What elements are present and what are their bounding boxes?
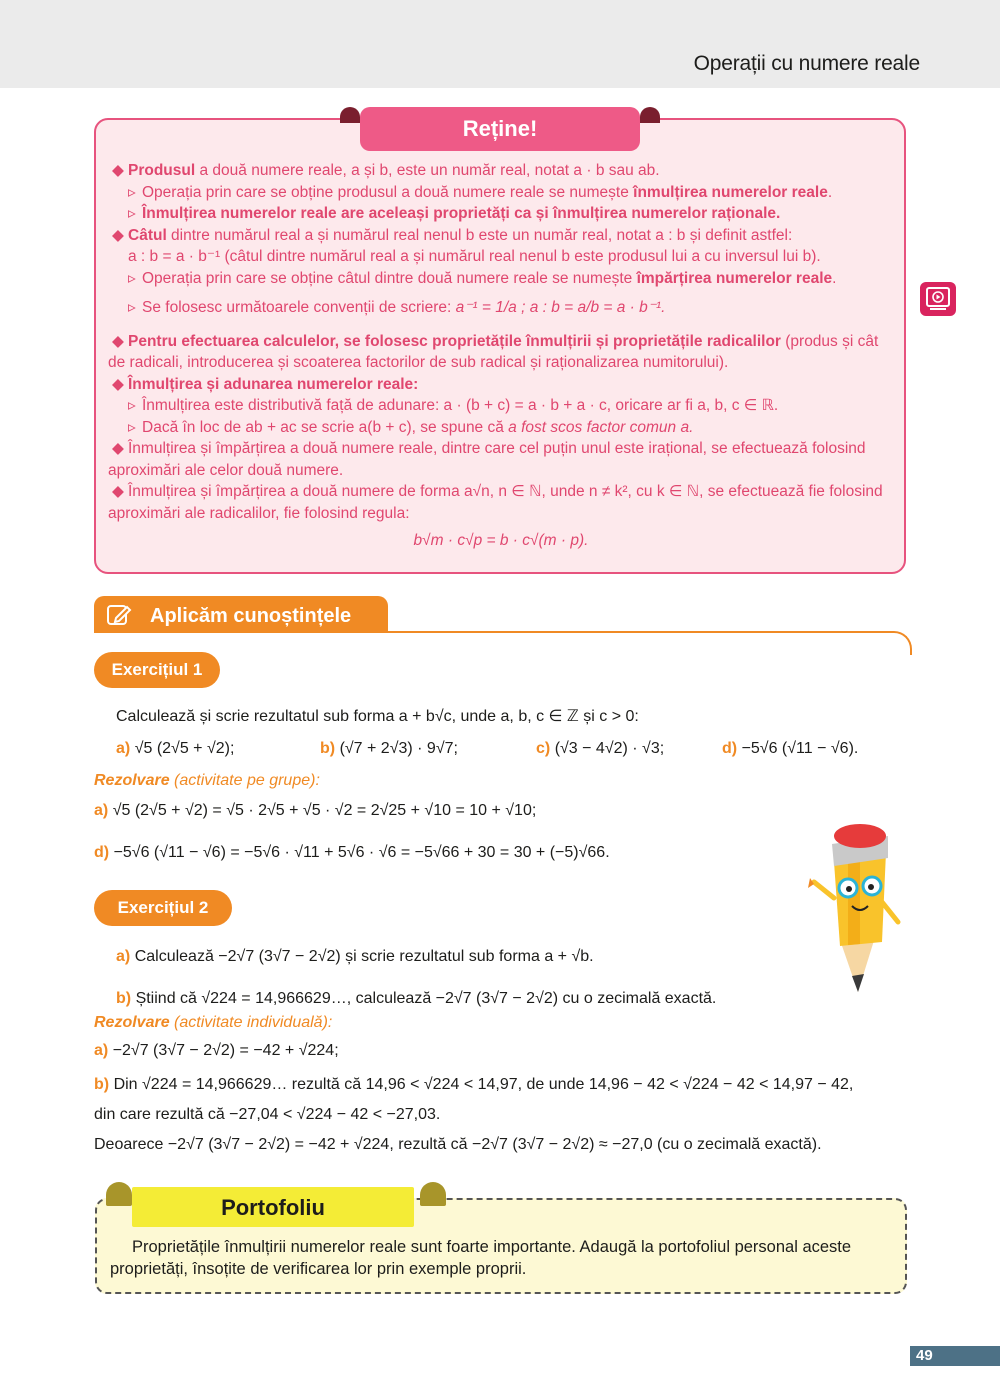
task-label: b) [320, 740, 336, 757]
ex1-solution-a [94, 800, 536, 822]
part-label: a) [116, 948, 131, 965]
scroll-ear-right [420, 1182, 446, 1206]
sub-text: Se folosesc următoarele convenții de scriere: [142, 299, 456, 316]
radicali-text: Înmulțirea și împărțirea a două numere de forma a√n, n ∈ ℕ, unde n ≠ k², cu k ∈ ℕ, se efectuează fie folosind aproximări ale radicalilor, fie folosind regula: [108, 483, 883, 522]
task-label: d) [722, 740, 738, 757]
solution-expr: √5 (2√5 + √2) = √5 · 2√5 + √5 · √2 = 2√25 + √10 = 10 + √10; [112, 802, 537, 819]
sub-bold: Înmulțirea numerelor reale are aceleași proprietăți ca și înmulțirea numerelor raționale. [142, 205, 781, 222]
solution-expr: Din √224 = 14,966629… rezultă că 14,96 < √224 < 14,97, de unde 14,96 − 42 < √224 − 42 < 14,97 − 42, [113, 1076, 854, 1093]
retine-sub-5 [108, 395, 894, 417]
diamond-bullet-icon: ◆ [112, 375, 124, 393]
produs-definition: a două numere reale, a și b, este un număr real, notat a · b sau ab. [195, 162, 660, 179]
retine-sub-2 [108, 203, 894, 225]
part-text: Știind că √224 = 14,966629…, calculează −2√7 (3√7 − 2√2) cu o zecimală exactă. [135, 990, 717, 1007]
triangle-bullet-icon: ▹ [128, 269, 136, 287]
inmultire-bold: Înmulțirea și adunarea numerelor reale: [128, 375, 419, 393]
task-label: a) [116, 740, 131, 757]
pencil-mascot-illustration [800, 822, 910, 998]
sub-text: Înmulțirea este distributivă față de adunare: a · (b + c) = a · b + a · c, oricare ar fi a, b, c ∈ ℝ. [142, 397, 779, 414]
solution-label: a) [94, 1042, 109, 1059]
produs-term: Produsul [128, 162, 196, 179]
sub-text: Operația prin care se obține produsul a două numere reale se numește [142, 183, 634, 201]
retine-title: Reține! [360, 107, 640, 151]
part-text: Calculează −2√7 (3√7 − 2√2) și scrie rezultatul sub forma a + √b. [134, 948, 594, 965]
retine-bullet-radicali [108, 481, 894, 524]
sub-italic: a fost scos factor comun a. [508, 418, 694, 436]
sub-text: Dacă în loc de ab + ac se scrie a(b + c), se spune că [142, 418, 509, 436]
solution-label: d) [94, 844, 110, 861]
cat-def-line: a : b = a · b⁻¹ (câtul dintre numărul real a și numărul real nenul b este produsul lui a cu inversul lui b). [128, 248, 821, 265]
portofoliu-text: Proprietățile înmulțirii numerelor reale sunt foarte importante. Adaugă la portofoliul personal aceste proprietăți, însoțite de verificarea lor prin exemple proprii. [110, 1238, 852, 1278]
exercise-1-pill: Exercițiul 1 [94, 652, 220, 688]
ex1-solution-d [94, 842, 610, 864]
task-label: c) [536, 740, 551, 757]
ex2-solution-b-line1 [94, 1074, 853, 1096]
task-expr: (√7 + 2√3) · 9√7; [339, 740, 458, 757]
portofoliu-title: Portofoliu [132, 1187, 414, 1227]
triangle-bullet-icon: ▹ [128, 205, 136, 222]
retine-sub-3: ▹ Operația prin care se obține câtul dintre două numere reale se numește împărțirea numerelor reale. [108, 268, 894, 290]
tab-ear-left [340, 107, 360, 123]
ex2-solution-b-line3: Deoarece −2√7 (3√7 − 2√2) = −42 + √224, rezultă că −2√7 (3√7 − 2√2) ≈ −27,0 (cu o zecimală exactă). [94, 1136, 822, 1153]
retine-bullet-calcule [108, 331, 894, 374]
scroll-ear-left [106, 1182, 132, 1206]
triangle-bullet-icon: ▹ [128, 418, 136, 436]
diamond-bullet-icon: ◆ [112, 332, 124, 350]
retine-content [108, 160, 894, 552]
diamond-bullet-icon: ◆ [112, 440, 124, 457]
multimedia-icon[interactable] [920, 282, 956, 316]
page-number: 49 [916, 1347, 933, 1364]
solution-label: a) [94, 802, 109, 819]
diamond-bullet-icon: ◆ [112, 226, 124, 244]
retine-sub-1: ▹ Operația prin care se obține produsul a două numere reale se numește înmulțirea numerelor reale. [108, 182, 894, 204]
retine-sub-4 [108, 297, 894, 319]
ex1-task-a [116, 738, 234, 760]
ex1-statement: Calculează și scrie rezultatul sub forma a + b√c, unde a, b, c ∈ ℤ și c > 0: [116, 708, 639, 725]
sub-bold: împărțirea numerelor reale [636, 269, 833, 287]
solution-expr: −2√7 (3√7 − 2√2) = −42 + √224; [112, 1042, 339, 1059]
chapter-title: Operații cu numere reale [693, 52, 920, 75]
rezolvare-note: (activitate pe grupe): [169, 772, 320, 789]
aplicam-title: Aplicăm cunoștințele [94, 596, 388, 632]
sub-bold: înmulțirea numerelor reale [633, 183, 828, 201]
rezolvare-label: Rezolvare [94, 772, 170, 789]
rezolvare-note: (activitate individuală): [169, 1014, 333, 1031]
ex1-rezolvare-heading [94, 772, 320, 790]
ex2-part-b [116, 988, 716, 1010]
solution-label: b) [94, 1076, 110, 1093]
solution-expr: −5√6 (√11 − √6) = −5√6 · √11 + 5√6 · √6 = −5√66 + 30 = 30 + (−5)√66. [113, 844, 610, 861]
radical-rule: b√m · c√p = b · c√(m · p). [413, 532, 589, 549]
triangle-bullet-icon: ▹ [128, 397, 136, 414]
ex2-part-a [116, 946, 594, 968]
exercise-2-pill: Exercițiul 2 [94, 890, 232, 926]
ex2-solution-b-line2: din care rezultă că −27,04 < √224 − 42 < −27,03. [94, 1106, 441, 1123]
triangle-bullet-icon: ▹ [128, 299, 136, 316]
retine-bullet-aproximari [108, 438, 894, 481]
retine-bullet-produs [108, 160, 894, 182]
retine-sub-6 [108, 417, 894, 439]
retine-bullet-cat [108, 225, 894, 247]
cat-definition: dintre numărul real a și numărul real nenul b este un număr real, notat a : b și definit astfel: [166, 226, 793, 244]
ex1-task-b [320, 738, 458, 760]
part-label: b) [116, 990, 132, 1007]
cat-term: Câtul [128, 226, 167, 244]
triangle-bullet-icon: ▹ [128, 183, 136, 201]
rezolvare-label: Rezolvare [94, 1014, 170, 1031]
ex2-rezolvare-heading [94, 1014, 332, 1032]
diamond-bullet-icon: ◆ [112, 162, 124, 179]
convention-formula: a⁻¹ = 1/a ; a : b = a/b = a · b⁻¹. [455, 299, 666, 316]
retine-bullet-inmultire [108, 374, 894, 396]
calcule-bold: Pentru efectuarea calculelor, se folosesc proprietățile înmulțirii și proprietățile radicalilor [128, 332, 781, 350]
task-expr: (√3 − 4√2) · √3; [554, 740, 665, 757]
sub-text: Operația prin care se obține câtul dintre două numere reale se numește [142, 269, 637, 287]
aplicam-divider [94, 631, 912, 655]
task-expr: −5√6 (√11 − √6). [741, 740, 859, 757]
calcule-text: (produs și cât de radicali, introducerea și scoaterea factorilor de sub radical și raționalizarea numitorului). [108, 332, 879, 371]
ex2-solution-a [94, 1040, 339, 1062]
task-expr: √5 (2√5 + √2); [134, 740, 235, 757]
aproximari-text: Înmulțirea și împărțirea a două numere reale, dintre care cel puțin unul este irațional, se efectuează folosind aproximări ale celor două numere. [108, 440, 866, 479]
diamond-bullet-icon: ◆ [112, 483, 124, 500]
tab-ear-right [640, 107, 660, 123]
ex1-task-d [722, 738, 858, 760]
ex1-task-c [536, 738, 664, 760]
pencil-icon [106, 602, 132, 628]
